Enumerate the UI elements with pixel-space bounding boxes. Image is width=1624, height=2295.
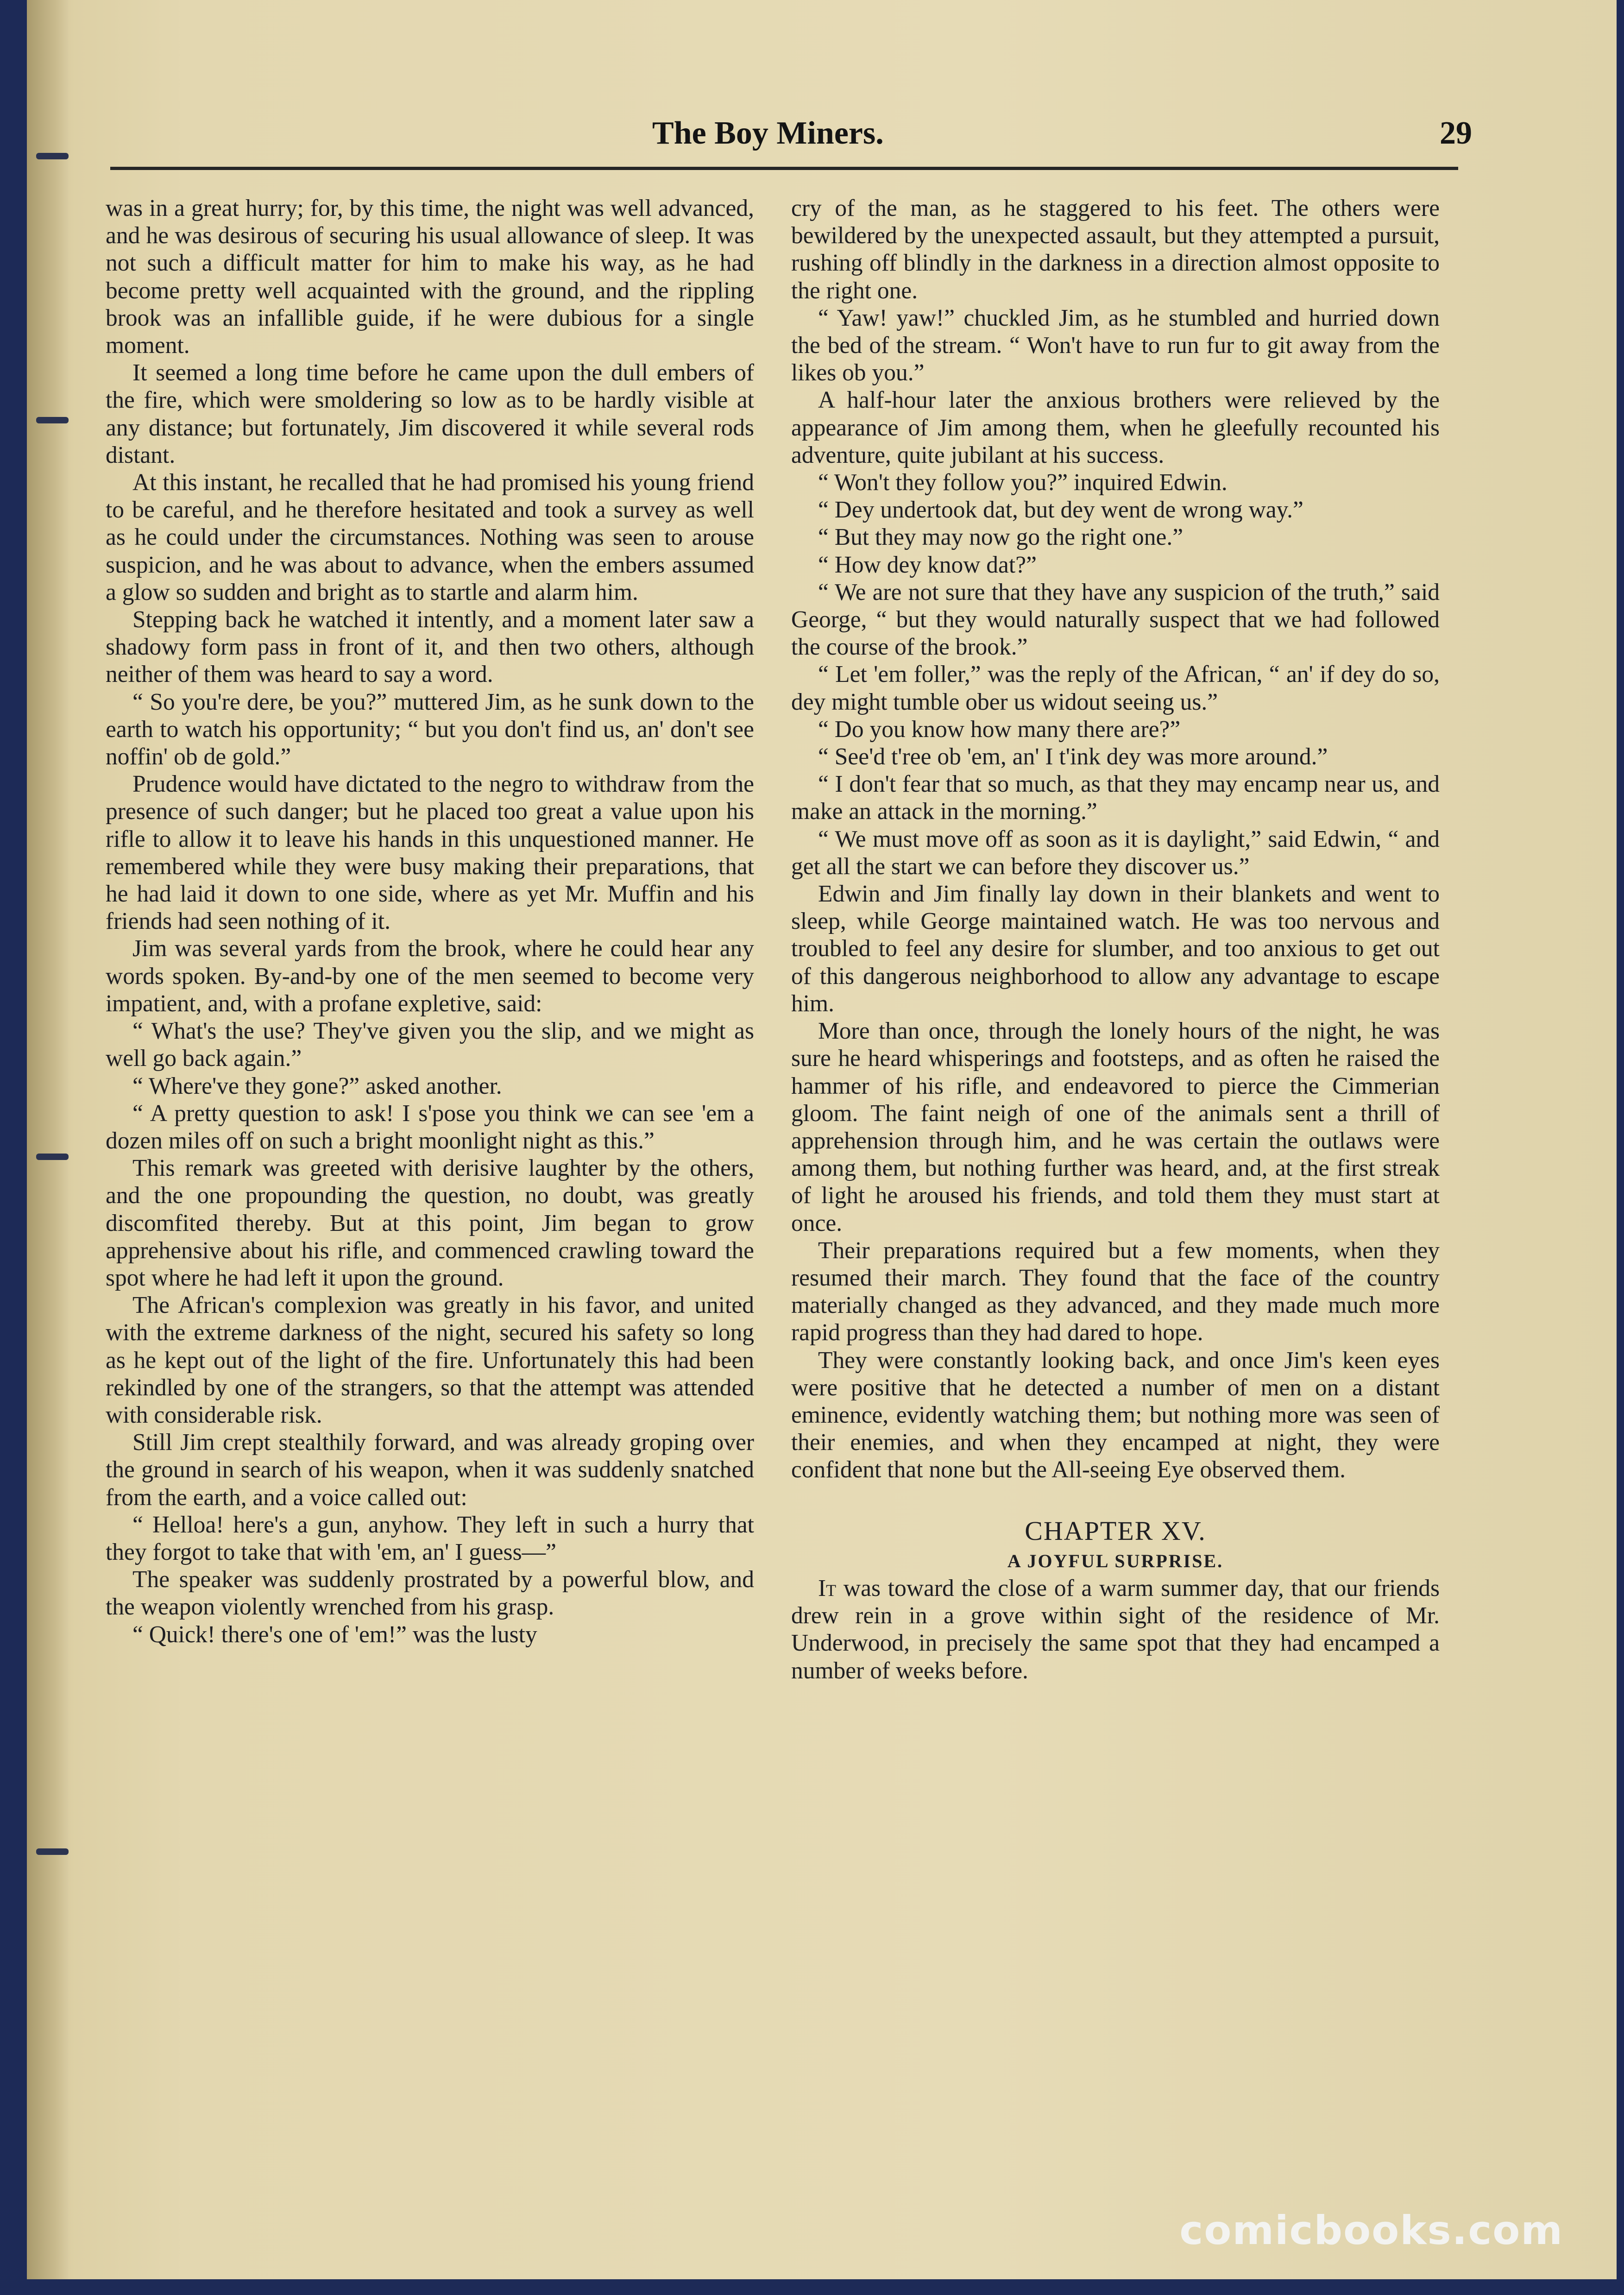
paragraph: “ We are not sure that they have any suspicion of the truth,” said George, “ but they would naturally suspect that we had followed the course of the brook.” — [791, 579, 1440, 661]
paragraph: Their preparations required but a few moments, when they resumed their march. They found that the face of the country materially changed as they advanced, and they made much more rapid progress than they had dared to hope. — [791, 1237, 1440, 1346]
paragraph: Stepping back he watched it intently, and a moment later saw a shadowy form pass in front of it, and then two others, although neither of them was heard to say a word. — [106, 606, 754, 688]
running-title: The Boy Miners. — [652, 115, 884, 151]
chapter-opening-text: was toward the close of a warm summer day, that our friends drew rein in a grove within sight of the residence of Mr. Underwood, in precisely the same spot that they had encamped a number of weeks before. — [791, 1575, 1440, 1684]
paragraph: The African's complexion was greatly in his favor, and united with the extreme darkness of the night, secured his safety so long as he kept out of the light of the fire. Unfortunately this had been rekindled by one of the strangers, so that the attempt was attended with considerable risk. — [106, 1292, 754, 1428]
staple-mark — [36, 153, 69, 159]
right-column — [791, 195, 1440, 1684]
paragraph: It seemed a long time before he came upon the dull embers of the fire, which were smoldering so low as to be hardly visible at any distance; but fortunately, Jim discovered it while several rods distant. — [106, 359, 754, 468]
paragraph: “ What's the use? They've given you the slip, and we might as well go back again.” — [106, 1018, 754, 1072]
staple-mark — [36, 417, 69, 423]
paragraph: “ Won't they follow you?” inquired Edwin. — [818, 469, 1227, 496]
chapter-title: CHAPTER XV. — [1025, 1515, 1206, 1546]
paragraph: cry of the man, as he staggered to his feet. The others were bewildered by the unexpected assault, but they attempted a pursuit, rushing off blindly in the darkness in a direction almost opposite to the right one. — [791, 195, 1440, 304]
staple-mark — [36, 1154, 69, 1160]
chapter-first-word: It — [818, 1575, 837, 1601]
running-head — [147, 110, 1472, 161]
chapter-subtitle: A JOYFUL SURPRISE. — [1007, 1550, 1224, 1571]
paragraph: “ How dey know dat?” — [818, 551, 1037, 578]
paragraph: “ A pretty question to ask! I s'pose you think we can see 'em a dozen miles off on such a bright moonlight night as this.” — [106, 1100, 754, 1154]
paragraph: “ Helloa! here's a gun, anyhow. They left in such a hurry that they forgot to take that with 'em, an' I guess—” — [106, 1511, 754, 1565]
paragraph: “ Yaw! yaw!” chuckled Jim, as he stumbled and hurried down the bed of the stream. “ Won't have to run fur to git away from the likes ob you.” — [791, 304, 1440, 386]
paragraph: “ Let 'em foller,” was the reply of the African, “ an' if dey do so, dey might tumble ober us widout seeing us.” — [791, 661, 1440, 715]
paragraph: More than once, through the lonely hours of the night, he was sure he heard whisperings and footsteps, and as often he raised the hammer of his rifle, and endeavored to pierce the Cimmerian gloom. The faint neigh of one of the animals sent a thrill of apprehension through him, and he was certain the outlaws were among them, but nothing further was heard, and, at the first streak of light he aroused his friends, and told them they must start at once. — [791, 1018, 1440, 1236]
paragraph: “ But they may now go the right one.” — [818, 524, 1183, 551]
header-rule — [110, 167, 1458, 170]
paragraph: “ Where've they gone?” asked another. — [132, 1072, 502, 1099]
magazine-page — [27, 0, 1617, 2279]
chapter-opening-paragraph — [791, 1575, 1440, 1684]
right-column-paragraphs — [791, 195, 1440, 1484]
paragraph: The speaker was suddenly prostrated by a powerful blow, and the weapon violently wrenched from his grasp. — [106, 1566, 754, 1620]
paragraph: This remark was greeted with derisive laughter by the others, and the one propounding the question, no doubt, was greatly discomfited thereby. But at this point, Jim began to grow apprehensive about his rifle, and commenced crawling toward the spot where he had left it upon the ground. — [106, 1155, 754, 1291]
site-watermark: comicbooks.com — [1179, 2207, 1563, 2254]
paragraph: Jim was several yards from the brook, where he could hear any words spoken. By-and-by one of the men seemed to become very impatient, and, with a profane expletive, said: — [106, 935, 754, 1017]
paragraph: Prudence would have dictated to the negro to withdraw from the presence of such danger; but he placed too great a value upon his rifle to allow it to leave his hands in this unquestioned manner. He remembered while they were busy making their preparations, that he had laid it down to one side, where as yet Mr. Muffin and his friends had seen nothing of it. — [106, 771, 754, 935]
paragraph: They were constantly looking back, and once Jim's keen eyes were positive that he detected a number of men on a distant eminence, evidently watching them; but nothing more was seen of their enemies, and when they encamped at night, they were confident that none but the All-seeing Eye observed them. — [791, 1347, 1440, 1483]
paragraph: was in a great hurry; for, by this time, the night was well advanced, and he was desirous of securing his usual allowance of sleep. It was not such a difficult matter for him to make his way, as he had become pretty well acquainted with the ground, and the rippling brook was an infallible guide, if he were dubious for a single moment. — [106, 195, 754, 359]
paragraph: “ Quick! there's one of 'em!” was the lusty — [132, 1621, 537, 1648]
page-number: 29 — [1440, 115, 1472, 151]
paragraph: “ I don't fear that so much, as that they may encamp near us, and make an attack in the morning.” — [791, 771, 1440, 825]
binding-spine — [27, 0, 69, 2279]
left-column — [106, 195, 754, 1648]
staple-mark — [36, 1848, 69, 1855]
paragraph: “ See'd t'ree ob 'em, an' I t'ink dey was more around.” — [818, 744, 1328, 770]
paragraph: “ We must move off as soon as it is daylight,” said Edwin, “ and get all the start we can before they discover us.” — [791, 826, 1440, 880]
paragraph: “ Do you know how many there are?” — [818, 716, 1181, 743]
paragraph: Still Jim crept stealthily forward, and was already groping over the ground in search of his weapon, when it was suddenly snatched from the earth, and a voice called out: — [106, 1429, 754, 1511]
paragraph: “ So you're dere, be you?” muttered Jim, as he sunk down to the earth to watch his opportunity; “ but you don't find us, an' don't see noffin' ob de gold.” — [106, 688, 754, 770]
paragraph: A half-hour later the anxious brothers were relieved by the appearance of Jim among them, when he gleefully recounted his adventure, quite jubilant at his success. — [791, 387, 1440, 468]
paragraph: Edwin and Jim finally lay down in their blankets and went to sleep, while George maintained watch. He was too nervous and troubled to feel any desire for slumber, and too anxious to get out of this dangerous neighborhood to allow any advantage to escape him. — [791, 881, 1440, 1017]
paragraph: “ Dey undertook dat, but dey went de wrong way.” — [818, 497, 1303, 523]
paragraph: At this instant, he recalled that he had promised his young friend to be careful, and he therefore hesitated and took a survey as well as he could under the circumstances. Nothing was seen to arouse suspicion, and he was about to advance, when the embers assumed a glow so sudden and bright as to startle and alarm him. — [106, 469, 754, 605]
